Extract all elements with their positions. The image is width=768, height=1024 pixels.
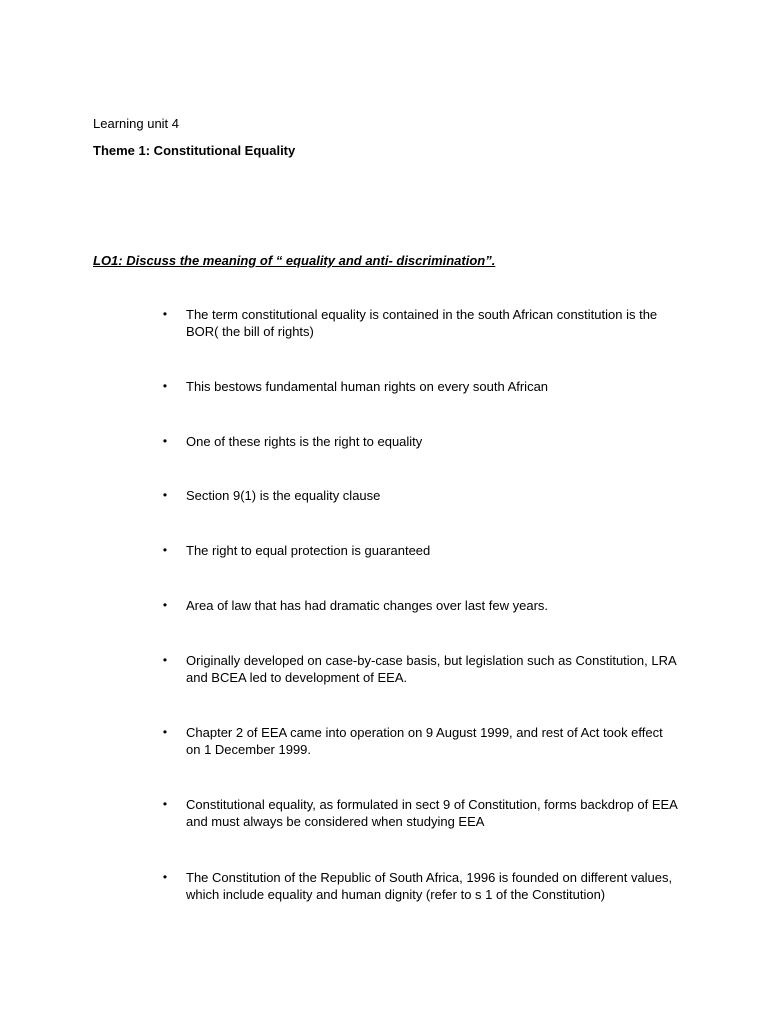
list-item-text: Originally developed on case-by-case basis, but legislation such as Constitution, LRA and BCEA led to development of EEA. xyxy=(186,653,676,685)
theme-title: Theme 1: Constitutional Equality xyxy=(93,143,296,158)
list-item-text: The Constitution of the Republic of South Africa, 1996 is founded on different values, which include equality and human dignity (refer to s 1 of the Constitution) xyxy=(186,870,673,902)
list-item-text: Constitutional equality, as formulated in sect 9 of Constitution, forms backdrop of EEA and must always be considered when studying EEA xyxy=(186,797,678,829)
list-item-text: The term constitutional equality is contained in the south African constitution is the BOR( the bill of rights) xyxy=(186,307,658,339)
list-item-text: Chapter 2 of EEA came into operation on 9 August 1999, and rest of Act took effect on 1 December 1999. xyxy=(186,725,663,757)
bullet-icon: • xyxy=(162,598,168,612)
list-item-text: One of these rights is the right to equality xyxy=(186,434,423,449)
learning-outcome-heading: LO1: Discuss the meaning of “ equality and anti- discrimination”. xyxy=(93,253,496,268)
bullet-icon: • xyxy=(162,307,168,321)
bullet-icon: • xyxy=(162,797,168,811)
bullet-icon: • xyxy=(162,653,168,667)
bullet-icon: • xyxy=(162,870,168,884)
unit-title: Learning unit 4 xyxy=(93,116,180,131)
list-item-text: The right to equal protection is guaranteed xyxy=(186,543,431,558)
bullet-icon: • xyxy=(162,543,168,557)
bullet-icon: • xyxy=(162,379,168,393)
list-item-text: Area of law that has had dramatic changes over last few years. xyxy=(186,598,549,613)
list-item-text: This bestows fundamental human rights on every south African xyxy=(186,379,549,394)
bullet-icon: • xyxy=(162,488,168,502)
bullet-icon: • xyxy=(162,434,168,448)
list-item-text: Section 9(1) is the equality clause xyxy=(186,488,381,503)
bullet-icon: • xyxy=(162,725,168,739)
